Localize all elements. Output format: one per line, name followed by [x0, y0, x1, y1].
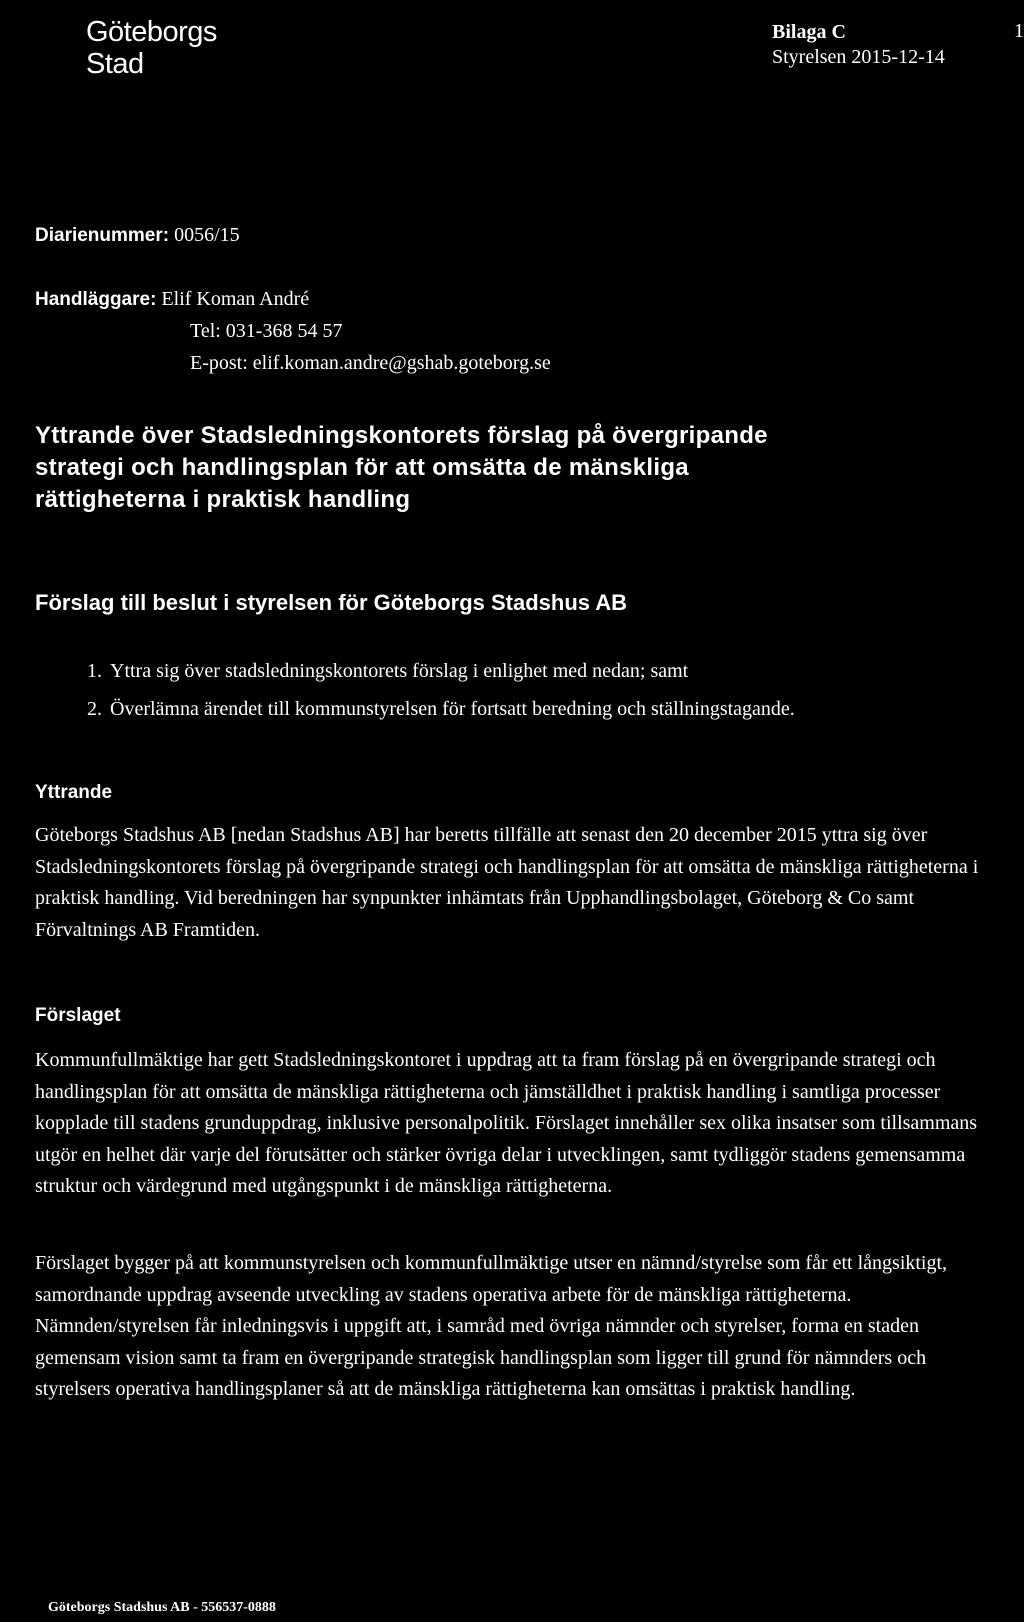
list-item — [87, 660, 795, 698]
list-item-text: Överlämna ärendet till kommunstyrelsen för fortsatt beredning och ställningstagande. — [110, 698, 795, 720]
registration-number-label: Diarienummer: — [35, 225, 170, 246]
registration-number — [35, 224, 240, 247]
case-officer-label: Handläggare: — [35, 289, 157, 310]
list-item-text: Yttra sig över stadsledningskontorets förslag i enlighet med nedan; samt — [110, 660, 689, 682]
list-item-number: 2. — [87, 698, 102, 720]
document-title-line: strategi och handlingsplan för att omsätta de mänskliga — [35, 454, 689, 481]
document-title-line: rättigheterna i praktisk handling — [35, 486, 411, 513]
page-number: 1 — [1014, 20, 1024, 42]
footer-company-id: Göteborgs Stadshus AB - 556537-0888 — [48, 1600, 276, 1615]
registration-number-value: 0056/15 — [174, 224, 240, 246]
logo-line-1: Göteborgs — [86, 16, 217, 48]
attachment-header — [772, 20, 945, 70]
document-title — [35, 420, 768, 516]
proposal-details-paragraph-1: Kommunfullmäktige har gett Stadsledningskontoret i uppdrag att ta fram förslag på en övergripande strategi och handlingsplan för att omsätta de mänskliga rättigheterna och jämställdhet i praktisk handling i samtliga processer kopplade till stadens grunduppdrag, inklusive personalpolitik. Förslaget innehåller sex olika insatser som tillsammans utgör en helhet där varje del förutsätter och stärker övriga delar i utvecklingen, samt tydliggör stadens gemensamma struktur och värdegrund med utgångspunkt i de mänskliga rättigheterna. — [35, 1049, 978, 1197]
document-title-line: Yttrande över Stadsledningskontorets förslag på övergripande — [35, 422, 768, 449]
goteborgs-stad-logo — [86, 16, 217, 80]
case-officer-email: E-post: elif.koman.andre@gshab.goteborg.se — [190, 352, 551, 374]
logo-line-2: Stad — [86, 48, 144, 80]
statement-paragraph: Göteborgs Stadshus AB [nedan Stadshus AB] har beretts tillfälle att senast den 20 december 2015 yttra sig över Stadsledningskontorets förslag på övergripande strategi och handlingsplan för att omsätta de mänskliga rättigheterna i praktisk handling. Vid beredningen har synpunkter inhämtats från Upphandlingsbolaget, Göteborg & Co samt Förvaltnings AB Framtiden. — [35, 824, 979, 941]
list-item-number: 1. — [87, 660, 102, 682]
proposal-details-heading: Förslaget — [35, 1005, 121, 1026]
case-officer-name: Elif Koman André — [161, 288, 310, 310]
proposal-list — [87, 660, 795, 736]
attachment-title: Bilaga C — [772, 21, 846, 43]
proposal-heading: Förslag till beslut i styrelsen för Göteborgs Stadshus AB — [35, 590, 628, 615]
statement-heading: Yttrande — [35, 782, 113, 803]
proposal-details-paragraph-2: Förslaget bygger på att kommunstyrelsen och kommunfullmäktige utser en nämnd/styrelse som får ett långsiktigt, samordnande uppdrag avseende utveckling av stadens operativa arbete för de mänskliga rättigheterna. Nämnden/styrelsen får inledningsvis i uppgift att, i samråd med övriga nämnder och styrelser, forma en staden gemensam vision samt ta fram en övergripande strategisk handlingsplan som ligger till grund för nämnders och styrelsers operativa handlingsplaner så att de mänskliga rättigheterna kan omsättas i praktisk handling. — [35, 1252, 948, 1400]
board-date: Styrelsen 2015-12-14 — [772, 46, 945, 68]
case-officer — [35, 288, 309, 311]
case-officer-phone: Tel: 031-368 54 57 — [190, 320, 343, 342]
list-item — [87, 698, 795, 736]
